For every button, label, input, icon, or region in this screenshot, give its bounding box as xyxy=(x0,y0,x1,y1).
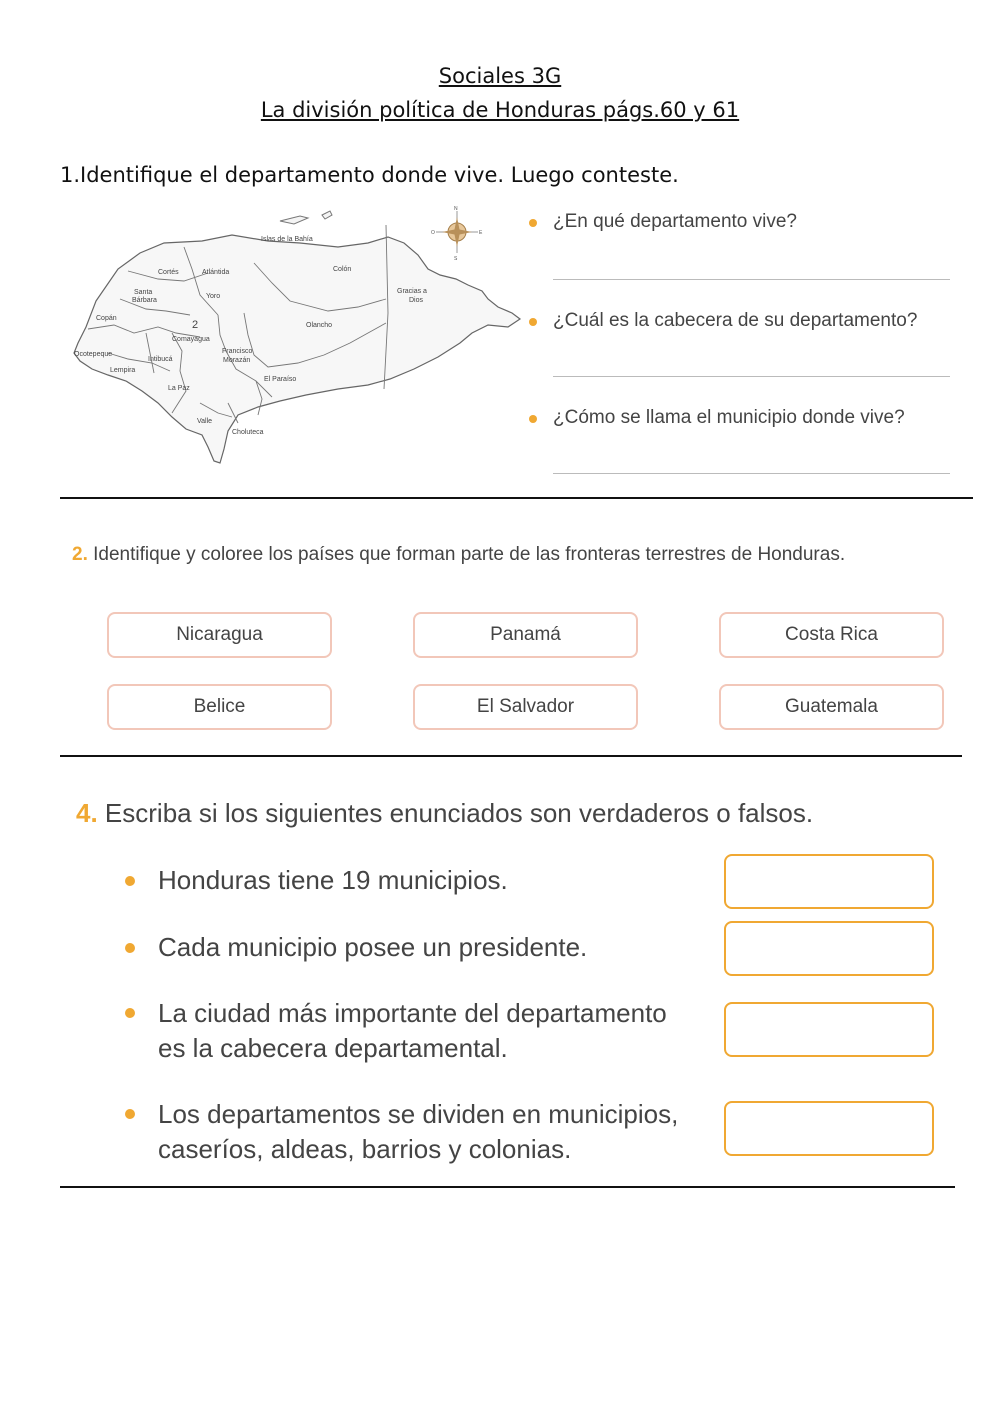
map-label-fm-2: Morazán xyxy=(223,357,251,364)
page-subtitle: La división política de Honduras págs.60 y 61 xyxy=(260,98,740,122)
compass-o: O xyxy=(431,230,435,236)
tf-answer-box-3[interactable] xyxy=(724,1002,934,1057)
map-label-colon: Colón xyxy=(333,266,352,273)
map-island xyxy=(280,216,308,224)
statement-bullet xyxy=(125,876,135,886)
compass-n: N xyxy=(454,206,458,212)
section-divider xyxy=(60,1186,955,1188)
tf-answer-box-1[interactable] xyxy=(724,854,934,909)
map-label-olancho: Olancho xyxy=(306,322,333,329)
map-label-el-paraiso: El Paraíso xyxy=(264,376,297,383)
question-2: ¿Cuál es la cabecera de su departamento? xyxy=(553,310,918,331)
section4-heading xyxy=(76,798,813,829)
statement-3-line2: es la cabecera departamental. xyxy=(158,1033,508,1063)
statement-bullet xyxy=(125,1008,135,1018)
honduras-map xyxy=(68,203,528,468)
section2-number: 2. xyxy=(72,544,88,565)
statement-4 xyxy=(158,1097,678,1167)
map-label-santa-barbara-2: Bárbara xyxy=(132,297,157,304)
answer-line-2[interactable] xyxy=(553,376,950,377)
question-bullet xyxy=(529,219,537,227)
tf-answer-box-2[interactable] xyxy=(724,921,934,976)
country-box-guatemala[interactable]: Guatemala xyxy=(719,684,944,730)
tf-answer-box-4[interactable] xyxy=(724,1101,934,1156)
question-bullet xyxy=(529,415,537,423)
statement-4-line2: caseríos, aldeas, barrios y colonias. xyxy=(158,1134,572,1164)
map-label-gracias-2: Dios xyxy=(409,297,424,304)
section2-heading xyxy=(72,544,845,566)
country-box-el-salvador[interactable]: El Salvador xyxy=(413,684,638,730)
country-box-costa-rica[interactable]: Costa Rica xyxy=(719,612,944,658)
map-label-gracias-1: Gracias a xyxy=(397,288,427,295)
map-label-fm-1: Francisco xyxy=(222,348,253,355)
country-box-belice[interactable]: Belice xyxy=(107,684,332,730)
page-title: Sociales 3G xyxy=(438,64,562,88)
statement-1-line1: Honduras tiene 19 municipios. xyxy=(158,865,508,895)
map-label-ocotepeque: Ocotepeque xyxy=(74,351,113,358)
section4-instruction: Escriba si los siguientes enunciados son verdaderos o falsos. xyxy=(104,798,814,828)
map-label-copan: Copán xyxy=(96,315,117,322)
question-bullet xyxy=(529,318,537,326)
map-label-islas: Islas de la Bahía xyxy=(261,236,313,243)
map-outline xyxy=(74,235,520,463)
map-label-comayagua: Comayagua xyxy=(172,336,210,343)
country-box-nicaragua[interactable]: Nicaragua xyxy=(107,612,332,658)
compass-s: S xyxy=(454,256,458,262)
section-divider xyxy=(60,497,973,499)
statement-bullet xyxy=(125,943,135,953)
map-label-cortes: Cortés xyxy=(158,269,179,276)
statement-1 xyxy=(158,863,508,898)
map-label-intibuca: Intibucá xyxy=(148,356,173,363)
section1-instruction: 1.Identifique el departamento donde vive. Luego conteste. xyxy=(60,163,679,187)
statement-3-line1: La ciudad más importante del departamento xyxy=(158,998,667,1028)
map-island xyxy=(322,211,332,219)
map-label-valle: Valle xyxy=(197,418,213,425)
question-1: ¿En qué departamento vive? xyxy=(553,211,797,232)
map-label-santa-barbara-1: Santa xyxy=(134,289,153,296)
section-divider xyxy=(60,755,962,757)
compass-rose xyxy=(431,206,483,262)
statement-bullet xyxy=(125,1109,135,1119)
answer-line-1[interactable] xyxy=(553,279,950,280)
statement-2-line1: Cada municipio posee un presidente. xyxy=(158,932,588,962)
statement-4-line1: Los departamentos se dividen en municipios, xyxy=(158,1099,679,1129)
map-label-yoro: Yoro xyxy=(206,293,221,300)
country-box-panama[interactable]: Panamá xyxy=(413,612,638,658)
map-label-la-paz: La Paz xyxy=(168,385,190,392)
map-label-num2: 2 xyxy=(192,319,199,331)
compass-e: E xyxy=(479,230,483,236)
map-label-atlantida: Atlántida xyxy=(202,269,230,276)
section4-number: 4. xyxy=(76,798,98,828)
map-label-lempira: Lempira xyxy=(110,367,136,374)
statement-3 xyxy=(158,996,667,1066)
answer-line-3[interactable] xyxy=(553,473,950,474)
question-3: ¿Cómo se llama el municipio donde vive? xyxy=(553,407,905,428)
section2-instruction: Identifique y coloree los países que forman parte de las fronteras terrestres de Honduras. xyxy=(93,544,846,565)
map-label-choluteca: Choluteca xyxy=(232,429,264,436)
statement-2 xyxy=(158,930,587,965)
